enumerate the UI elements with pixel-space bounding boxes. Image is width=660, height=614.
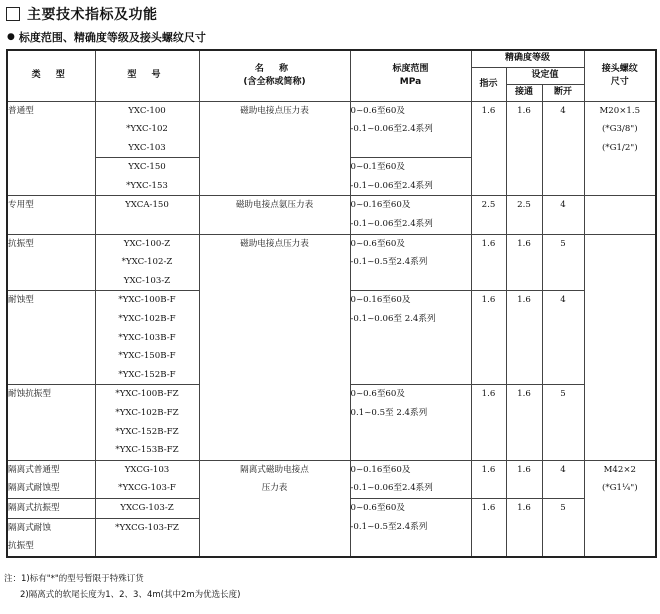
model-cell: *YXC-100B-FZ *YXC-102B-FZ *YXC-152B-FZ *YXC-153B-FZ: [95, 385, 199, 460]
header-disconnect: 断开: [542, 84, 584, 101]
model-cell: YXC-100 *YXC-102 YXC-103: [95, 101, 199, 158]
model-cell: YXC-150 *YXC-153: [95, 158, 199, 196]
thread-cell: M42×2 (*G1¹⁄₄"): [584, 460, 656, 556]
table-row: [7, 234, 656, 291]
type-cell: 隔离式耐蚀 抗振型: [7, 518, 95, 557]
disconnect-cell: 5: [542, 234, 584, 291]
indicate-cell: 1.6: [471, 101, 506, 196]
disconnect-cell: 4: [542, 460, 584, 498]
connect-cell: 1.6: [506, 385, 542, 460]
section-title-text: 主要技术指标及功能: [27, 7, 158, 23]
model-cell: YXCG-103 *YXCG-103-F: [95, 460, 199, 498]
connect-cell: 1.6: [506, 234, 542, 291]
type-cell: 隔离式抗振型: [7, 498, 95, 518]
connect-cell: 1.6: [506, 498, 542, 556]
disconnect-cell: 4: [542, 101, 584, 196]
table-row: [7, 460, 656, 498]
range-cell: 0~0.6至60及 0.1~0.5至 2.4系列: [350, 385, 471, 460]
model-cell: YXCG-103-Z: [95, 498, 199, 518]
bullet-icon: ●: [7, 32, 15, 42]
disconnect-cell: 5: [542, 385, 584, 460]
range-cell: 0~0.16至60及 -0.1~0.06至2.4系列: [350, 460, 471, 498]
disconnect-cell: 5: [542, 498, 584, 556]
subsection-title-text: 标度范围、精确度等级及接头螺纹尺寸: [18, 31, 206, 44]
thread-cell: [584, 196, 656, 234]
disconnect-cell: 4: [542, 291, 584, 385]
type-cell: 抗振型: [7, 234, 95, 291]
thread-cell: M20×1.5 (*G3/8") (*G1/2"): [584, 101, 656, 196]
header-indicate: 指示: [471, 67, 506, 101]
table-row: [7, 196, 656, 234]
range-cell: 0~0.6至60及 -0.1~0.06至2.4系列: [350, 101, 471, 158]
header-name: 名 称 (含全称或简称): [199, 50, 350, 101]
spec-table: [6, 49, 657, 558]
disconnect-cell: 4: [542, 196, 584, 234]
connect-cell: 2.5: [506, 196, 542, 234]
connect-cell: 1.6: [506, 101, 542, 196]
thread-cell: [584, 234, 656, 460]
header-setting: 设定值: [506, 67, 584, 84]
table-row: [7, 101, 656, 158]
range-cell: 0~0.6至60及 -0.1~0.5至2.4系列: [350, 498, 471, 556]
model-cell: *YXCG-103-FZ: [95, 518, 199, 557]
type-cell: 耐蚀型: [7, 291, 95, 385]
subsection-title: [7, 29, 206, 45]
indicate-cell: 2.5: [471, 196, 506, 234]
range-cell: 0~0.6至60及 -0.1~0.5至2.4系列: [350, 234, 471, 291]
header-model: 型 号: [95, 50, 199, 101]
name-cell: 磁助电接点氨压力表: [199, 196, 350, 234]
range-cell: 0~0.16至60及 -0.1~0.06至 2.4系列: [350, 291, 471, 385]
note-1: 注：1)标有"*"的型号暂限于特殊订货: [4, 574, 144, 584]
connect-cell: 1.6: [506, 460, 542, 498]
type-cell: 耐蚀抗振型: [7, 385, 95, 460]
indicate-cell: 1.6: [471, 234, 506, 291]
type-cell: 专用型: [7, 196, 95, 234]
name-cell: 磁助电接点压力表: [199, 234, 350, 460]
model-cell: YXC-100-Z *YXC-102-Z YXC-103-Z: [95, 234, 199, 291]
header-range: 标度范围 MPa: [350, 50, 471, 101]
model-cell: *YXC-100B-F *YXC-102B-F *YXC-103B-F *YXC-150B-F *YXC-152B-F: [95, 291, 199, 385]
header-connect: 接通: [506, 84, 542, 101]
name-cell: [199, 158, 350, 196]
header-thread: 接头螺纹 尺寸: [584, 50, 656, 101]
section-title: [6, 5, 158, 23]
indicate-cell: 1.6: [471, 498, 506, 556]
name-cell: 隔离式磁助电接点 压力表: [199, 460, 350, 556]
indicate-cell: 1.6: [471, 291, 506, 385]
checkbox-square-icon: [6, 7, 20, 21]
type-cell: 隔离式普通型 隔离式耐蚀型: [7, 460, 95, 498]
indicate-cell: 1.6: [471, 385, 506, 460]
name-cell: 磁助电接点压力表: [199, 101, 350, 158]
model-cell: YXCA-150: [95, 196, 199, 234]
connect-cell: 1.6: [506, 291, 542, 385]
range-cell: 0~0.16至60及 -0.1~0.06至2.4系列: [350, 196, 471, 234]
notes: [4, 571, 240, 603]
indicate-cell: 1.6: [471, 460, 506, 498]
header-accuracy: 精确度等级: [471, 50, 584, 67]
range-cell: 0~0.1至60及 -0.1~0.06至2.4系列: [350, 158, 471, 196]
header-type: 类 型: [7, 50, 95, 101]
type-cell: 普通型: [7, 101, 95, 196]
note-2: 2)隔离式的软尾长度为1、2、3、4m(其中2m为优选长度): [20, 590, 241, 600]
